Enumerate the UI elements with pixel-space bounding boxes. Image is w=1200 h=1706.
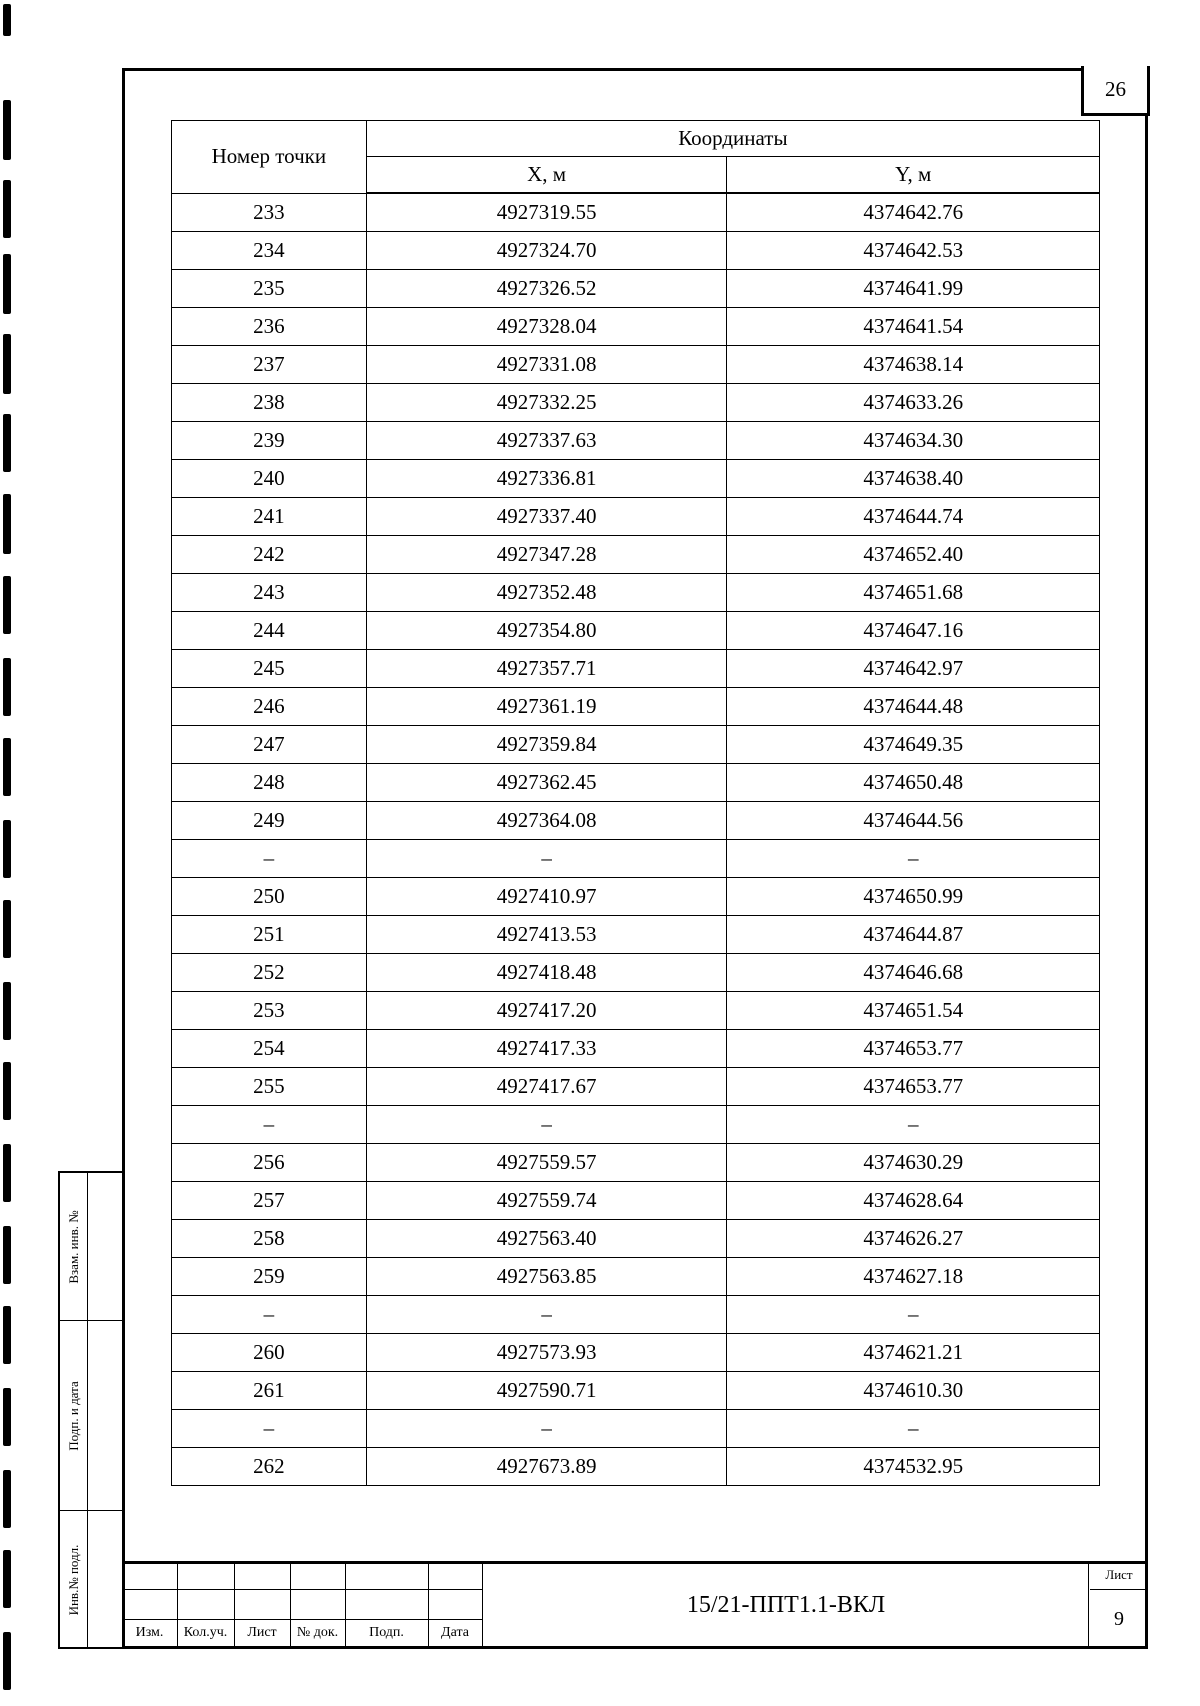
side-stamp xyxy=(58,1171,122,1649)
x-coordinate-cell: 4927336.81 xyxy=(366,460,727,498)
table-row xyxy=(172,840,1100,878)
point-number-cell: 255 xyxy=(172,1068,367,1106)
y-coordinate-cell: 4374644.74 xyxy=(727,498,1100,536)
x-coordinate-cell: 4927359.84 xyxy=(366,726,727,764)
x-coordinate-cell: 4927418.48 xyxy=(366,954,727,992)
tb-header-izm: Изм. xyxy=(135,1625,164,1640)
x-coordinate-cell: – xyxy=(366,840,727,878)
y-coordinate-cell: 4374653.77 xyxy=(727,1068,1100,1106)
document-number: 15/21-ППТ1.1-ВКЛ xyxy=(686,1592,886,1618)
point-number-cell: 237 xyxy=(172,346,367,384)
table-row xyxy=(172,498,1100,536)
x-coordinate-cell: 4927413.53 xyxy=(366,916,727,954)
y-coordinate-cell: 4374651.68 xyxy=(727,574,1100,612)
header-coordinates: Координаты xyxy=(366,121,1099,157)
y-coordinate-cell: 4374647.16 xyxy=(727,612,1100,650)
tb-header-doc-no: № док. xyxy=(296,1625,339,1640)
x-coordinate-cell: 4927354.80 xyxy=(366,612,727,650)
table-row xyxy=(172,1220,1100,1258)
sheet-label: Лист xyxy=(1090,1561,1148,1590)
table-row xyxy=(172,384,1100,422)
coordinates-table-body xyxy=(172,193,1100,1486)
x-coordinate-cell: 4927417.67 xyxy=(366,1068,727,1106)
x-coordinate-cell: 4927361.19 xyxy=(366,688,727,726)
point-number-cell: 236 xyxy=(172,308,367,346)
y-coordinate-cell: – xyxy=(727,1296,1100,1334)
y-coordinate-cell: 4374644.56 xyxy=(727,802,1100,840)
x-coordinate-cell: 4927337.63 xyxy=(366,422,727,460)
header-y: Y, м xyxy=(727,157,1100,194)
y-coordinate-cell: 4374628.64 xyxy=(727,1182,1100,1220)
x-coordinate-cell: 4927573.93 xyxy=(366,1334,727,1372)
title-block xyxy=(122,1561,1148,1649)
y-coordinate-cell: 4374652.40 xyxy=(727,536,1100,574)
point-number-cell: 257 xyxy=(172,1182,367,1220)
table-row xyxy=(172,1372,1100,1410)
y-coordinate-cell: – xyxy=(727,1106,1100,1144)
table-row xyxy=(172,954,1100,992)
y-coordinate-cell: 4374630.29 xyxy=(727,1144,1100,1182)
y-coordinate-cell: 4374532.95 xyxy=(727,1448,1100,1486)
y-coordinate-cell: 4374651.54 xyxy=(727,992,1100,1030)
y-coordinate-cell: 4374646.68 xyxy=(727,954,1100,992)
x-coordinate-cell: 4927417.20 xyxy=(366,992,727,1030)
point-number-cell: 246 xyxy=(172,688,367,726)
x-coordinate-cell: 4927319.55 xyxy=(366,193,727,232)
point-number-cell: 244 xyxy=(172,612,367,650)
x-coordinate-cell: 4927417.33 xyxy=(366,1030,727,1068)
table-row xyxy=(172,1334,1100,1372)
table-row xyxy=(172,1296,1100,1334)
x-coordinate-cell: 4927559.74 xyxy=(366,1182,727,1220)
y-coordinate-cell: – xyxy=(727,840,1100,878)
table-row xyxy=(172,1448,1100,1486)
table-row xyxy=(172,232,1100,270)
point-number-cell: 251 xyxy=(172,916,367,954)
x-coordinate-cell: 4927328.04 xyxy=(366,308,727,346)
x-coordinate-cell: 4927590.71 xyxy=(366,1372,727,1410)
x-coordinate-cell: 4927331.08 xyxy=(366,346,727,384)
point-number-cell: 245 xyxy=(172,650,367,688)
header-point-number: Номер точки xyxy=(172,121,367,194)
x-coordinate-cell: 4927362.45 xyxy=(366,764,727,802)
y-coordinate-cell: 4374626.27 xyxy=(727,1220,1100,1258)
table-row xyxy=(172,802,1100,840)
point-number-cell: 239 xyxy=(172,422,367,460)
vzam-inv-cell xyxy=(60,1173,122,1321)
y-coordinate-cell: 4374642.97 xyxy=(727,650,1100,688)
point-number-cell: 247 xyxy=(172,726,367,764)
point-number-cell: 252 xyxy=(172,954,367,992)
table-row xyxy=(172,308,1100,346)
table-row xyxy=(172,878,1100,916)
x-coordinate-cell: 4927352.48 xyxy=(366,574,727,612)
x-coordinate-cell: 4927332.25 xyxy=(366,384,727,422)
y-coordinate-cell: 4374634.30 xyxy=(727,422,1100,460)
x-coordinate-cell: 4927364.08 xyxy=(366,802,727,840)
y-coordinate-cell: 4374653.77 xyxy=(727,1030,1100,1068)
table-row xyxy=(172,346,1100,384)
y-coordinate-cell: 4374649.35 xyxy=(727,726,1100,764)
point-number-cell: 241 xyxy=(172,498,367,536)
point-number-cell: 249 xyxy=(172,802,367,840)
point-number-cell: 248 xyxy=(172,764,367,802)
tb-header-data: Дата xyxy=(441,1625,469,1640)
y-coordinate-cell: 4374644.48 xyxy=(727,688,1100,726)
table-row xyxy=(172,574,1100,612)
table-row xyxy=(172,1068,1100,1106)
y-coordinate-cell: 4374638.14 xyxy=(727,346,1100,384)
table-row xyxy=(172,193,1100,232)
x-coordinate-cell: – xyxy=(366,1296,727,1334)
x-coordinate-cell: 4927410.97 xyxy=(366,878,727,916)
y-coordinate-cell: 4374627.18 xyxy=(727,1258,1100,1296)
tb-header-kol-uch: Кол.уч. xyxy=(183,1625,228,1640)
table-row xyxy=(172,460,1100,498)
y-coordinate-cell: 4374650.99 xyxy=(727,878,1100,916)
inv-podl-cell xyxy=(60,1511,122,1649)
point-number-cell: – xyxy=(172,1296,367,1334)
table-row xyxy=(172,992,1100,1030)
inv-podl-label: Инв.№ подл. xyxy=(65,1544,81,1616)
table-row xyxy=(172,1182,1100,1220)
x-coordinate-cell: 4927324.70 xyxy=(366,232,727,270)
x-coordinate-cell: 4927673.89 xyxy=(366,1448,727,1486)
x-coordinate-cell: – xyxy=(366,1106,727,1144)
table-row xyxy=(172,1410,1100,1448)
sheet-value: 9 xyxy=(1114,1608,1124,1630)
point-number-cell: 238 xyxy=(172,384,367,422)
vzam-inv-label: Взам. инв. № xyxy=(65,1209,81,1284)
table-row xyxy=(172,1258,1100,1296)
point-number-cell: 258 xyxy=(172,1220,367,1258)
y-coordinate-cell: 4374610.30 xyxy=(727,1372,1100,1410)
x-coordinate-cell: – xyxy=(366,1410,727,1448)
point-number-cell: – xyxy=(172,840,367,878)
podp-data-cell xyxy=(60,1321,122,1511)
point-number-cell: 250 xyxy=(172,878,367,916)
table-row xyxy=(172,1030,1100,1068)
point-number-cell: – xyxy=(172,1106,367,1144)
table-row xyxy=(172,612,1100,650)
x-coordinate-cell: 4927559.57 xyxy=(366,1144,727,1182)
point-number-cell: 235 xyxy=(172,270,367,308)
table-row xyxy=(172,650,1100,688)
table-row xyxy=(172,422,1100,460)
table-row xyxy=(172,726,1100,764)
point-number-cell: 240 xyxy=(172,460,367,498)
point-number-cell: 243 xyxy=(172,574,367,612)
x-coordinate-cell: 4927563.40 xyxy=(366,1220,727,1258)
point-number-cell: 233 xyxy=(172,193,367,232)
point-number-cell: 253 xyxy=(172,992,367,1030)
x-coordinate-cell: 4927357.71 xyxy=(366,650,727,688)
y-coordinate-cell: – xyxy=(727,1410,1100,1448)
header-x: X, м xyxy=(366,157,727,194)
coordinates-table xyxy=(171,120,1100,1486)
table-row xyxy=(172,688,1100,726)
table-row xyxy=(172,916,1100,954)
binding-marks xyxy=(0,0,14,1706)
table-row xyxy=(172,764,1100,802)
tb-header-podp: Подп. xyxy=(369,1625,404,1640)
y-coordinate-cell: 4374644.87 xyxy=(727,916,1100,954)
y-coordinate-cell: 4374642.76 xyxy=(727,193,1100,232)
x-coordinate-cell: 4927326.52 xyxy=(366,270,727,308)
table-row xyxy=(172,270,1100,308)
point-number-cell: 259 xyxy=(172,1258,367,1296)
y-coordinate-cell: 4374642.53 xyxy=(727,232,1100,270)
point-number-cell: 256 xyxy=(172,1144,367,1182)
point-number-cell: 254 xyxy=(172,1030,367,1068)
y-coordinate-cell: 4374638.40 xyxy=(727,460,1100,498)
table-row xyxy=(172,1106,1100,1144)
y-coordinate-cell: 4374641.99 xyxy=(727,270,1100,308)
page-number: 26 xyxy=(1081,66,1150,116)
point-number-cell: 260 xyxy=(172,1334,367,1372)
y-coordinate-cell: 4374633.26 xyxy=(727,384,1100,422)
x-coordinate-cell: 4927563.85 xyxy=(366,1258,727,1296)
point-number-cell: 262 xyxy=(172,1448,367,1486)
tb-header-list: Лист xyxy=(247,1625,277,1640)
point-number-cell: 242 xyxy=(172,536,367,574)
table-row xyxy=(172,1144,1100,1182)
y-coordinate-cell: 4374621.21 xyxy=(727,1334,1100,1372)
table-row xyxy=(172,536,1100,574)
x-coordinate-cell: 4927347.28 xyxy=(366,536,727,574)
y-coordinate-cell: 4374641.54 xyxy=(727,308,1100,346)
podp-data-label: Подп. и дата xyxy=(65,1380,81,1451)
y-coordinate-cell: 4374650.48 xyxy=(727,764,1100,802)
point-number-cell: – xyxy=(172,1410,367,1448)
point-number-cell: 261 xyxy=(172,1372,367,1410)
point-number-cell: 234 xyxy=(172,232,367,270)
x-coordinate-cell: 4927337.40 xyxy=(366,498,727,536)
